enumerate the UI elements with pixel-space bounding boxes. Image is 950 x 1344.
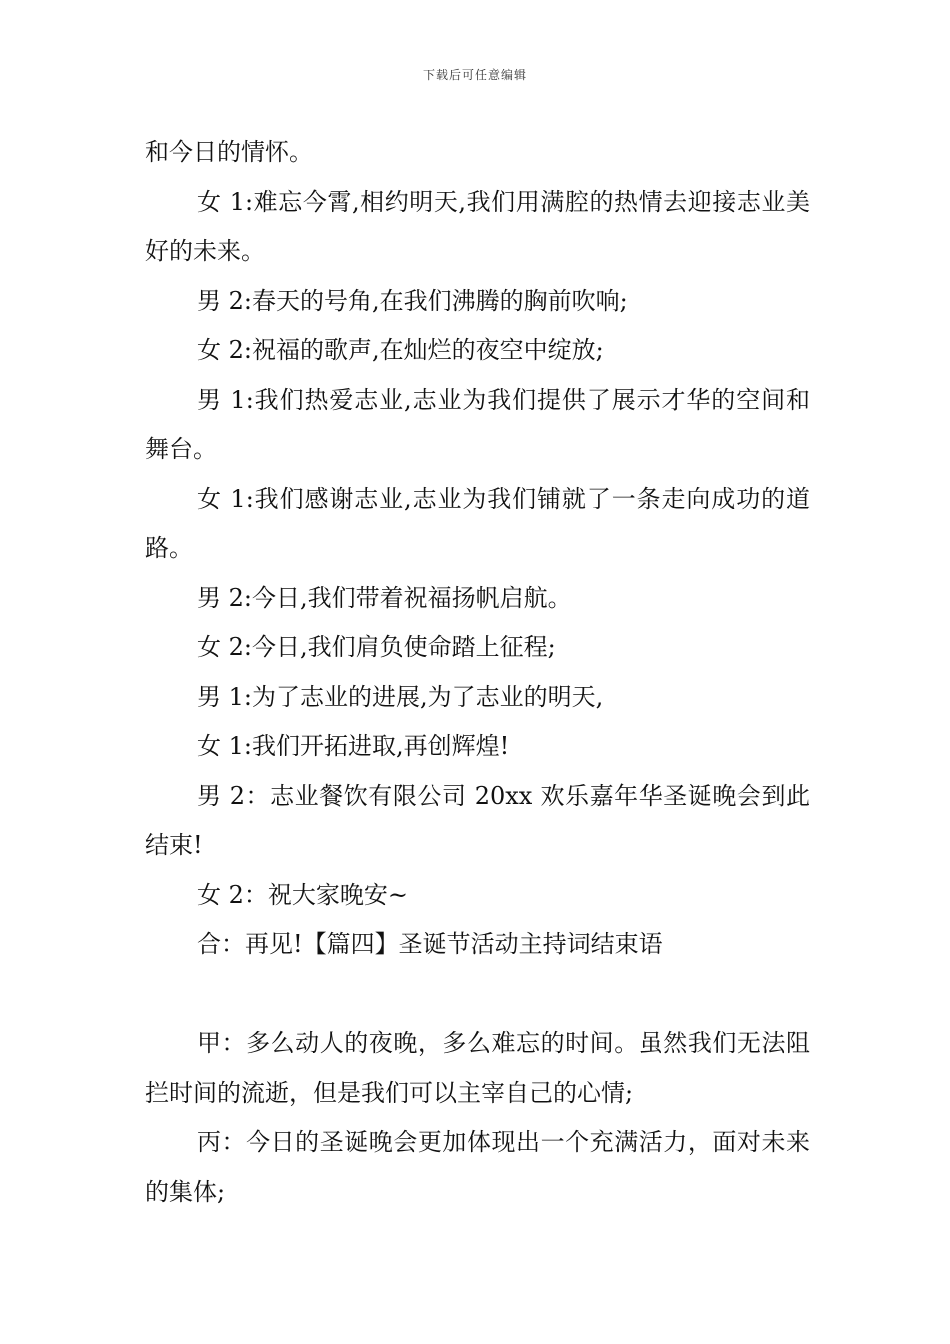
paragraph: 男 1:为了志业的进展,为了志业的明天, [197, 682, 604, 711]
paragraph: 女 2：祝大家晚安~ [197, 880, 409, 909]
paragraph: 男 1:我们热爱志业,志业为我们提供了展示才华的空间和舞台。 [145, 385, 810, 463]
document-body [145, 128, 810, 1217]
paragraph: 女 1:我们感谢志业,志业为我们铺就了一条走向成功的道路。 [145, 484, 810, 562]
page-header-note: 下载后可任意编辑 [422, 68, 527, 82]
paragraph: 女 2:今日,我们肩负使命踏上征程; [197, 633, 556, 661]
paragraph: 女 1:我们开拓进取,再创辉煌! [197, 732, 510, 760]
paragraph: 女 2:祝福的歌声,在灿烂的夜空中绽放; [197, 336, 604, 364]
paragraph: 甲：多么动人的夜晚，多么难忘的时间。虽然我们无法阻拦时间的流逝，但是我们可以主宰自己的心情; [145, 1029, 810, 1107]
paragraph: 合：再见!【篇四】圣诞节活动主持词结束语 [197, 930, 663, 958]
paragraph: 女 1:难忘今霄,相约明天,我们用满腔的热情去迎接志业美好的未来。 [145, 187, 810, 265]
paragraph: 男 2:春天的号角,在我们沸腾的胸前吹响; [197, 286, 628, 315]
paragraph: 丙：今日的圣诞晚会更加体现出一个充满活力，面对未来的集体; [145, 1128, 810, 1206]
paragraph: 男 2：志业餐饮有限公司 20xx 欢乐嘉年华圣诞晚会到此结束! [145, 781, 810, 859]
paragraph: 男 2:今日,我们带着祝福扬帆启航。 [197, 583, 572, 612]
section-spacer [145, 970, 810, 1020]
paragraph: 和今日的情怀。 [145, 138, 313, 166]
